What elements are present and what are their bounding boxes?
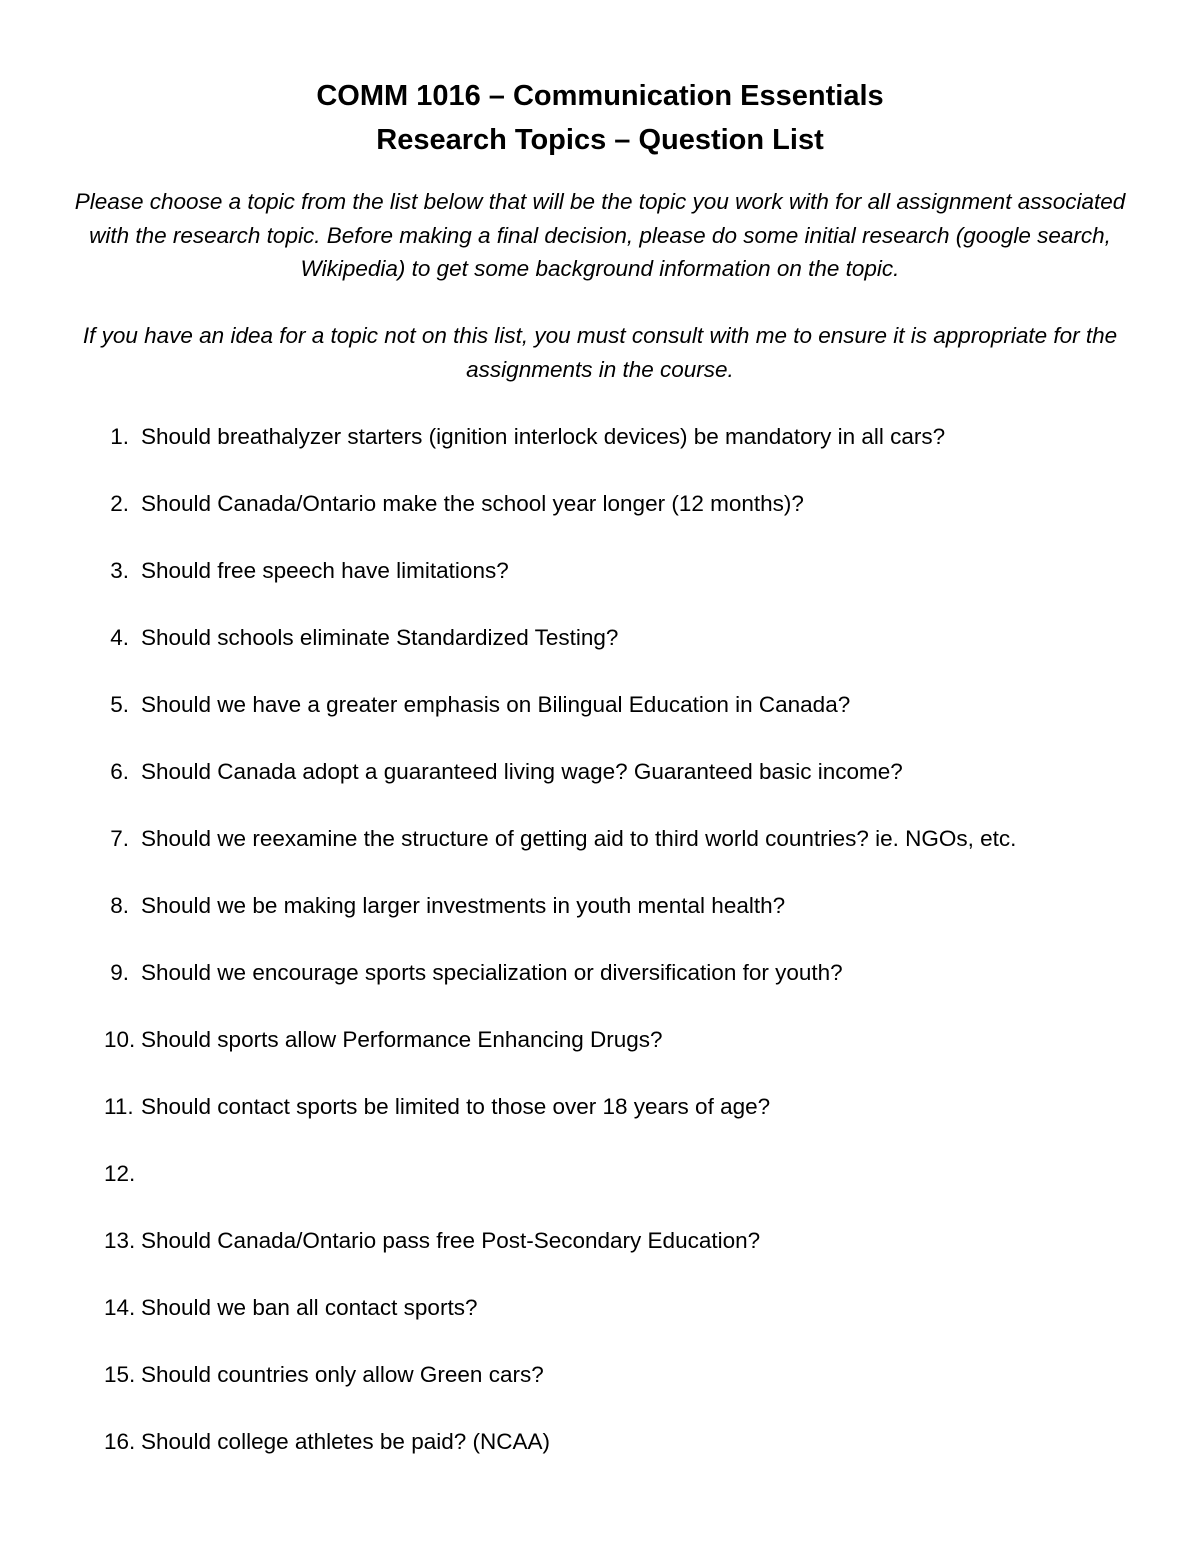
- question-number: 13.: [104, 1228, 136, 1253]
- title-block: [0, 74, 1200, 162]
- question-text: Should we be making larger investments in youth mental health?: [141, 893, 786, 918]
- question-number: 4.: [110, 625, 129, 650]
- intro-paragraph: Please choose a topic from the list below that will be the topic you work with for all assignment associated with the research topic. Before making a final decision, please do some initial research (google search, Wikipedia) to get some background information on the topic.: [74, 189, 1126, 281]
- list-item: [0, 953, 1200, 1020]
- list-item: [0, 1422, 1200, 1489]
- question-number: 12.: [104, 1161, 136, 1186]
- question-list: [0, 417, 1200, 1489]
- question-number: 6.: [110, 759, 129, 784]
- list-item: [0, 819, 1200, 886]
- list-item: [0, 1087, 1200, 1154]
- question-text: Should Canada/Ontario pass free Post-Secondary Education?: [141, 1228, 761, 1253]
- list-item: [0, 1154, 1200, 1221]
- question-number: 10.: [104, 1027, 136, 1052]
- consult-paragraph: If you have an idea for a topic not on this list, you must consult with me to ensure it is appropriate for the assignments in the course.: [82, 323, 1118, 382]
- list-item: [0, 685, 1200, 752]
- list-item: [0, 1288, 1200, 1355]
- list-item: [0, 1221, 1200, 1288]
- page-title: COMM 1016 – Communication Essentials: [316, 80, 884, 112]
- question-text: Should we ban all contact sports?: [141, 1295, 478, 1320]
- question-text: Should college athletes be paid? (NCAA): [141, 1429, 550, 1454]
- question-text: Should breathalyzer starters (ignition interlock devices) be mandatory in all cars?: [141, 424, 946, 449]
- question-number: 11.: [104, 1094, 134, 1119]
- question-text: Should Canada/Ontario make the school year longer (12 months)?: [141, 491, 804, 516]
- question-number: 16.: [104, 1429, 136, 1454]
- list-item: [0, 752, 1200, 819]
- question-number: 14.: [104, 1295, 136, 1320]
- question-text: Should schools eliminate Standardized Testing?: [141, 625, 619, 650]
- question-text: Should we reexamine the structure of getting aid to third world countries? ie. NGOs, etc.: [141, 826, 1017, 851]
- list-item: [0, 1020, 1200, 1087]
- list-item: [0, 886, 1200, 953]
- question-text: Should we have a greater emphasis on Bilingual Education in Canada?: [141, 692, 851, 717]
- list-item: [0, 484, 1200, 551]
- question-number: 15.: [104, 1362, 136, 1387]
- question-text: Should free speech have limitations?: [141, 558, 509, 583]
- question-text: Should countries only allow Green cars?: [141, 1362, 544, 1387]
- question-text: Should Canada adopt a guaranteed living wage? Guaranteed basic income?: [141, 759, 903, 784]
- question-number: 1.: [110, 424, 129, 449]
- question-text: Should we encourage sports specialization or diversification for youth?: [141, 960, 843, 985]
- list-item: [0, 551, 1200, 618]
- question-number: 8.: [110, 893, 129, 918]
- question-number: 3.: [110, 558, 129, 583]
- list-item: [0, 417, 1200, 484]
- list-item: [0, 1355, 1200, 1422]
- page-subtitle: Research Topics – Question List: [376, 124, 824, 156]
- question-number: 7.: [110, 826, 129, 851]
- question-number: 9.: [110, 960, 129, 985]
- list-item: [0, 618, 1200, 685]
- question-text: Should contact sports be limited to those over 18 years of age?: [141, 1094, 771, 1119]
- question-number: 2.: [110, 491, 129, 516]
- question-text: Should sports allow Performance Enhancing Drugs?: [141, 1027, 663, 1052]
- question-number: 5.: [110, 692, 129, 717]
